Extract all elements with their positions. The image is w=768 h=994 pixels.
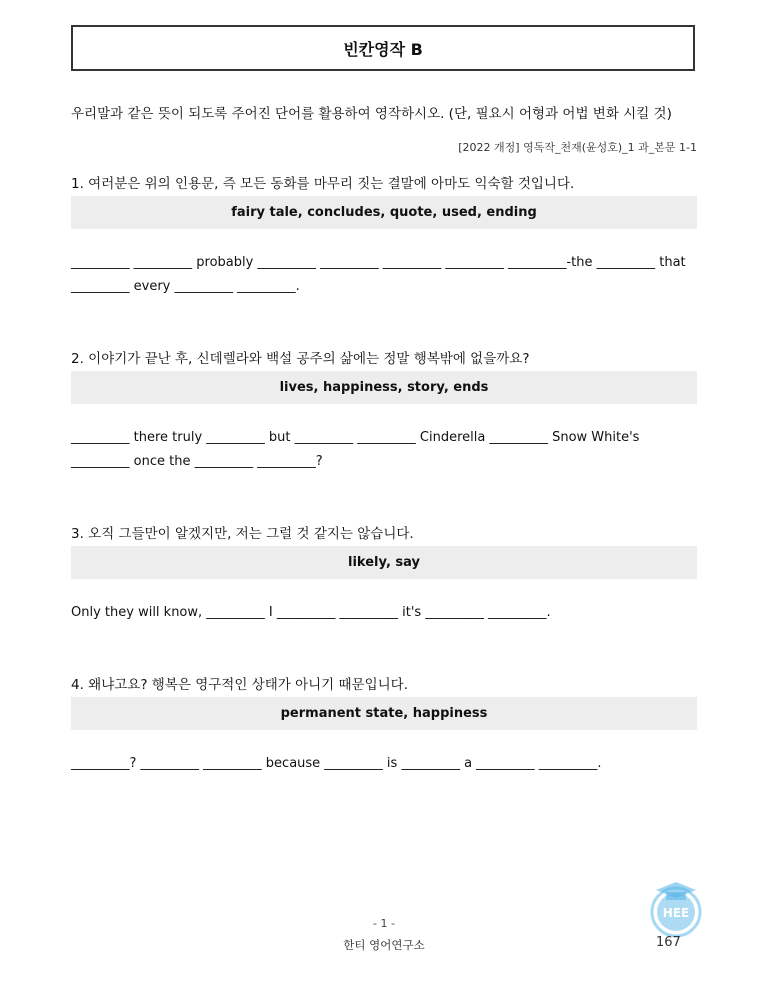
question-korean: 4. 왜냐고요? 행복은 영구적인 상태가 아니기 때문입니다.	[71, 677, 408, 693]
question-3	[71, 522, 697, 625]
question-1	[71, 172, 697, 299]
answer-blanks: Only they will know, _________ I _________ _________ it's _________ _________.	[71, 605, 551, 620]
logo-text: HEE	[662, 906, 690, 920]
word-hint: lives, happiness, story, ends	[279, 380, 489, 395]
question-korean: 3. 오직 그들만이 알겠지만, 저는 그럴 것 같지는 않습니다.	[71, 526, 414, 542]
answer-blanks: _________? _________ _________ because _________ is _________ a _________ _________.	[71, 756, 602, 771]
answer-blanks: _________ there truly _________ but _________ _________ Cinderella _________ Snow White's _________ once the _________ _________?	[71, 430, 640, 469]
page-number: 167	[656, 935, 681, 950]
page-title-box	[71, 25, 695, 71]
question-4	[71, 673, 697, 776]
word-hint-box	[71, 371, 697, 404]
answer-blanks: _________ _________ probably _________ _________ _________ _________ _________-the _________ that _________ every _________ _________.	[71, 255, 686, 294]
word-hint: likely, say	[348, 555, 420, 570]
hee-logo-icon	[648, 878, 704, 940]
word-hint: fairy tale, concludes, quote, used, ending	[231, 205, 537, 220]
footer-organization: 한티 영어연구소	[343, 938, 425, 952]
word-hint: permanent state, happiness	[280, 706, 488, 721]
word-hint-box	[71, 196, 697, 229]
page-title: 빈칸영작 B	[343, 39, 423, 59]
question-korean: 1. 여러분은 위의 인용문, 즉 모든 동화를 마무리 짓는 결말에 아마도 익숙할 것입니다.	[71, 176, 575, 192]
instruction-text: 우리말과 같은 뜻이 되도록 주어진 단어를 활용하여 영작하시오. (단, 필요시 어형과 어법 변화 시킬 것)	[71, 106, 672, 122]
page-marker: - 1 -	[373, 917, 395, 930]
word-hint-box	[71, 697, 697, 730]
question-korean: 2. 이야기가 끝난 후, 신데렐라와 백설 공주의 삶에는 정말 행복밖에 없을까요?	[71, 351, 530, 367]
question-2	[71, 347, 697, 474]
word-hint-box	[71, 546, 697, 579]
source-reference: [2022 개정] 영독작_천재(윤성호)_1 과_본문 1-1	[458, 141, 697, 154]
